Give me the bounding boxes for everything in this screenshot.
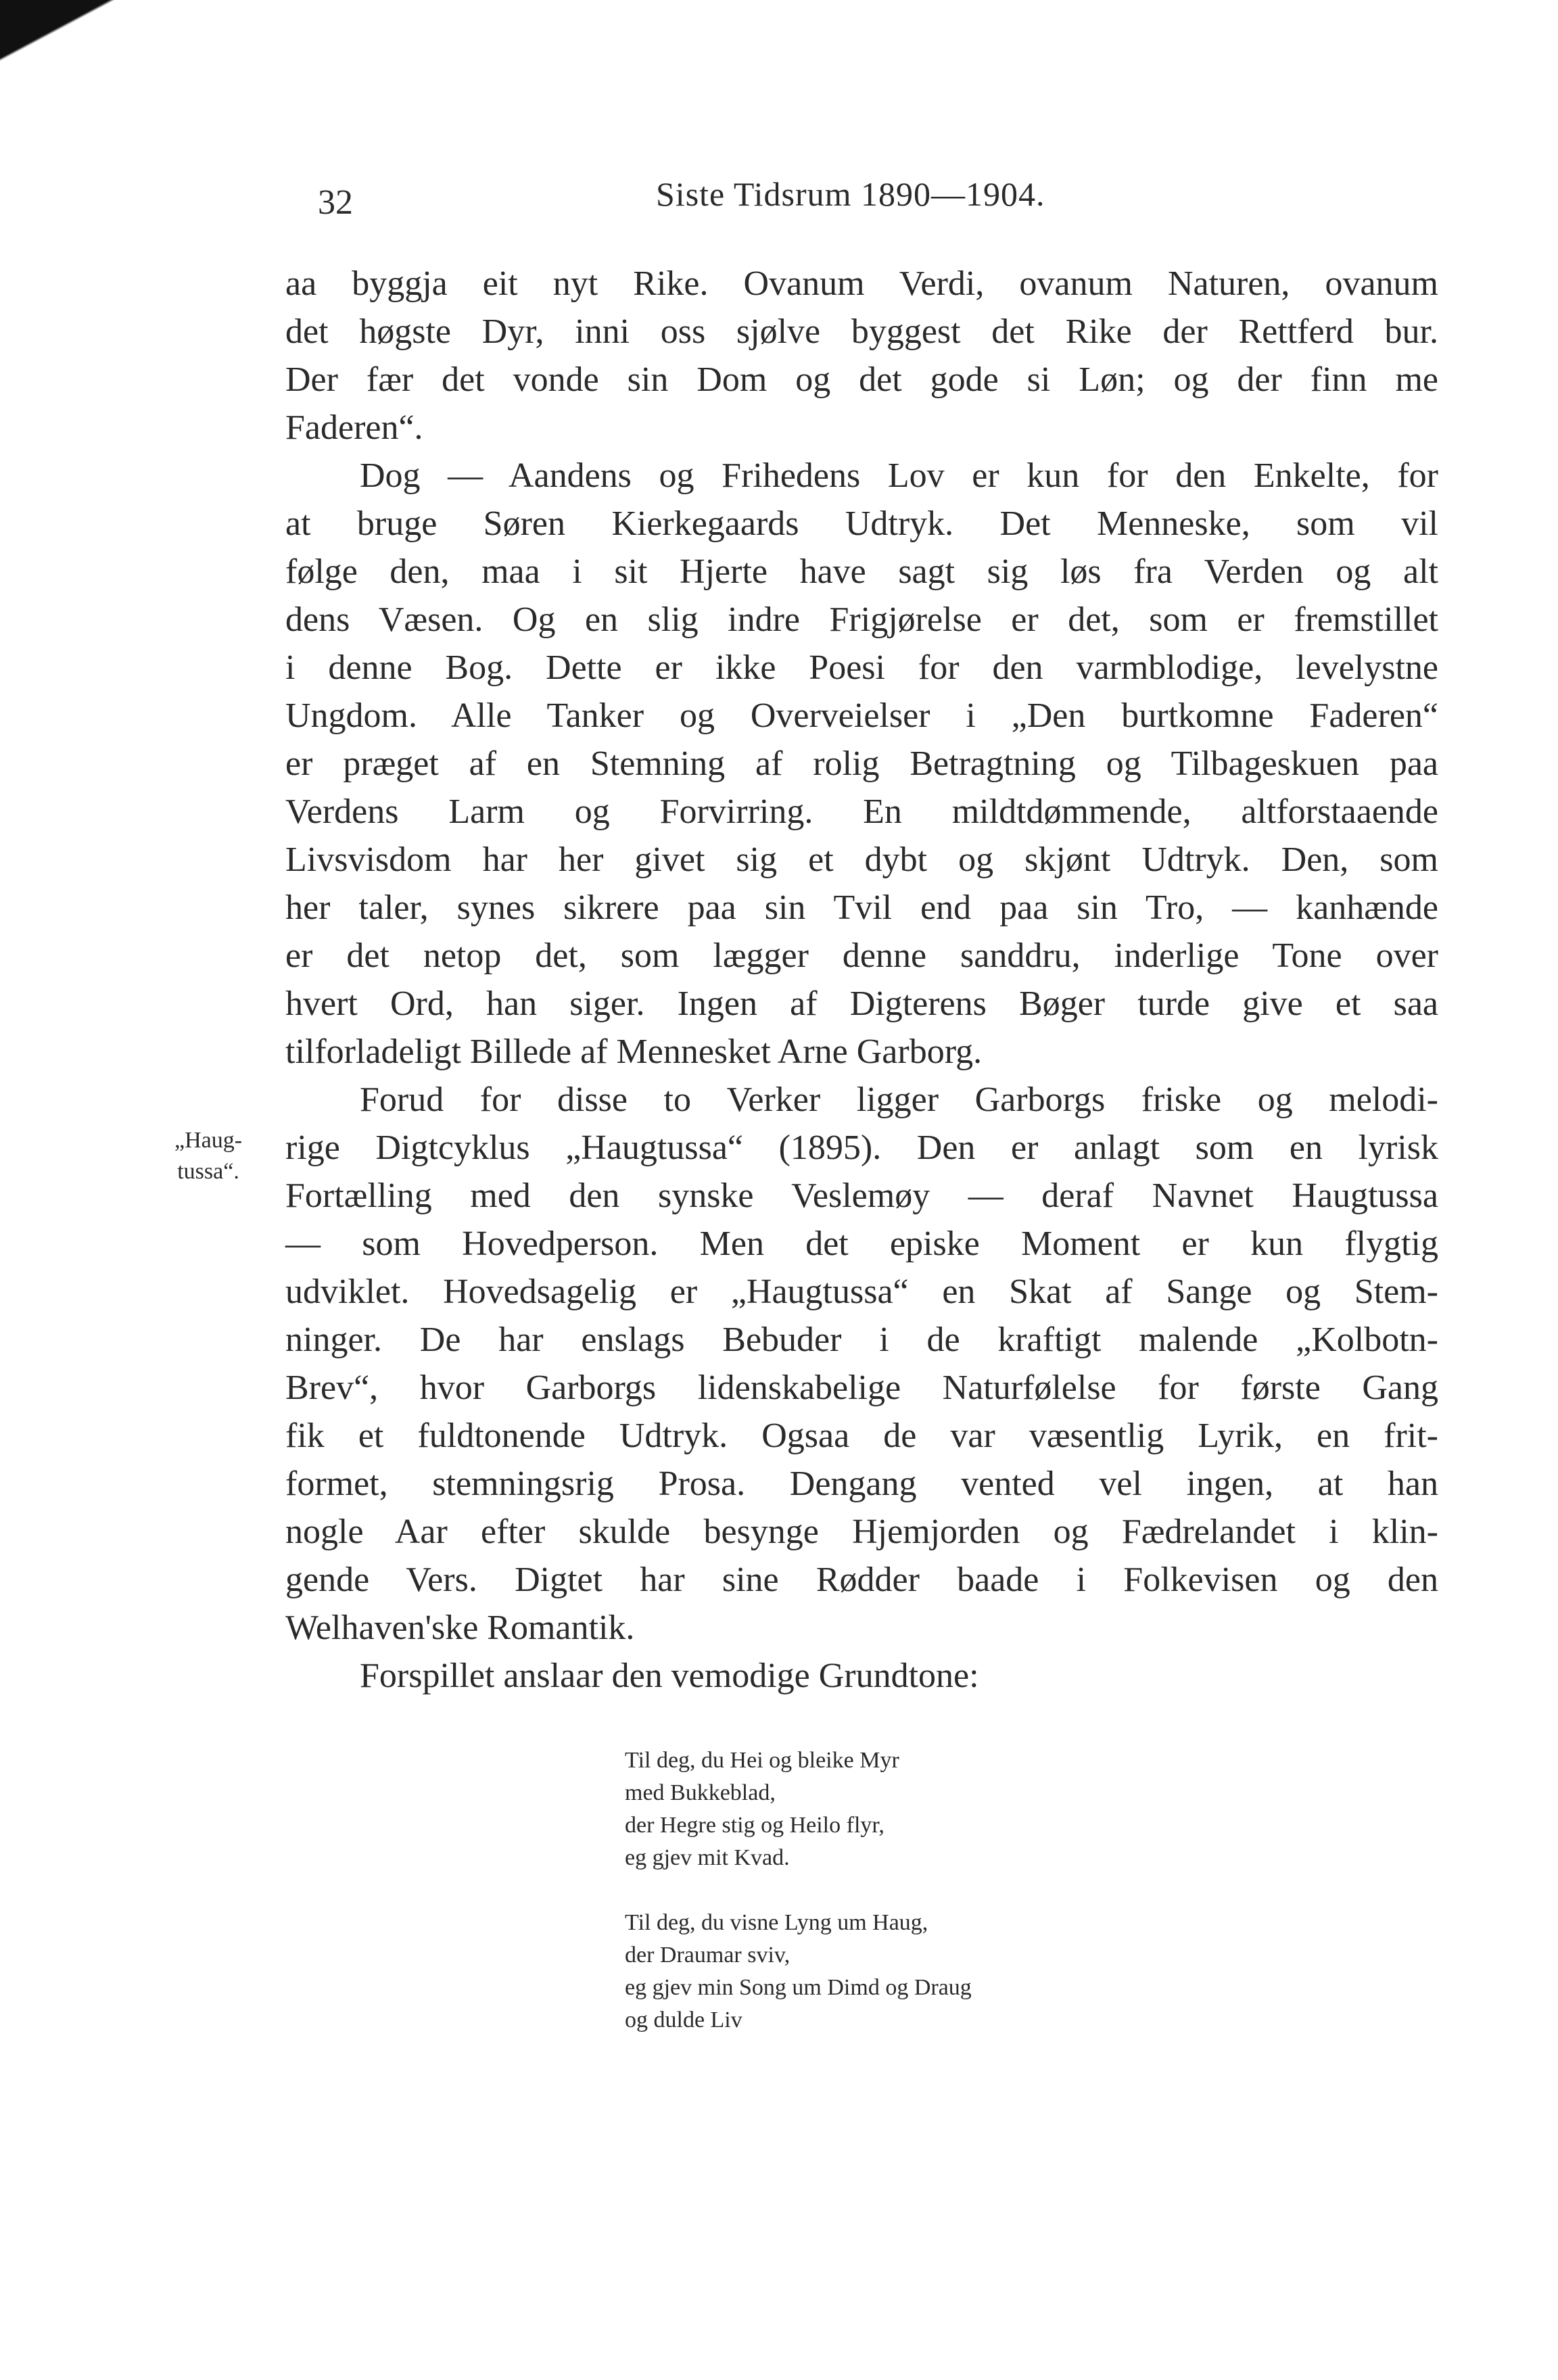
text-line: at bruge Søren Kierkegaards Udtryk. Det Menneske, som vil	[285, 504, 1438, 543]
poem-line: Til deg, du visne Lyng um Haug,	[625, 1910, 928, 1935]
poem-stanza	[625, 1744, 972, 1874]
poem-line: eg gjev min Song um Dimd og Draug	[625, 1975, 972, 2000]
text-line: gende Vers. Digtet har sine Rødder baade i Folkevisen og den	[285, 1561, 1438, 1599]
text-line: fik et fuldtonende Udtryk. Ogsaa de var væsentlig Lyrik, en frit-	[285, 1417, 1438, 1455]
text-line: er præget af en Stemning af rolig Betragtning og Tilbageskuen paa	[285, 744, 1438, 783]
text-line: Livsvisdom har her givet sig et dybt og skjønt Udtryk. Den, som	[285, 840, 1438, 879]
text-line: er det netop det, som lægger denne sanddru, inderlige Tone over	[285, 936, 1438, 975]
poem	[625, 1744, 972, 2069]
text-line: Faderen“.	[285, 408, 423, 447]
text-line: nogle Aar efter skulde besynge Hjemjorden og Fædrelandet i klin-	[285, 1513, 1438, 1551]
margin-note-line: tussa“.	[177, 1159, 239, 1184]
text-line: Fortælling med den synske Veslemøy — deraf Navnet Haugtussa	[285, 1176, 1438, 1215]
text-line: Welhaven'ske Romantik.	[285, 1609, 635, 1647]
text-line: Dog — Aandens og Frihedens Lov er kun for den Enkelte, for	[360, 456, 1438, 495]
body-text	[285, 260, 1438, 1700]
text-line: følge den, maa i sit Hjerte have sagt sig løs fra Verden og alt	[285, 552, 1438, 591]
text-line: dens Væsen. Og en slig indre Frigjørelse er det, som er fremstillet	[285, 600, 1438, 639]
text-line: her taler, synes sikrere paa sin Tvil end paa sin Tro, — kanhænde	[285, 888, 1438, 927]
text-line: tilforladeligt Billede af Mennesket Arne Garborg.	[285, 1032, 983, 1071]
text-line: Forud for disse to Verker ligger Garborgs friske og melodi-	[360, 1080, 1438, 1119]
running-title: Siste Tidsrum 1890—1904.	[656, 175, 1045, 213]
text-line: Verdens Larm og Forvirring. En mildtdømmende, altforstaaende	[285, 792, 1438, 831]
poem-stanza	[625, 1907, 972, 2037]
text-line: Der fær det vonde sin Dom og det gode si Løn; og der finn me	[285, 360, 1438, 399]
text-line: Brev“, hvor Garborgs lidenskabelige Naturfølelse for første Gang	[285, 1368, 1438, 1407]
poem-line: med Bukkeblad,	[625, 1780, 776, 1805]
text-line: aa byggja eit nyt Rike. Ovanum Verdi, ovanum Naturen, ovanum	[285, 264, 1438, 303]
text-line: Forspillet anslaar den vemodige Grundtone:	[360, 1657, 979, 1695]
poem-line: der Draumar sviv,	[625, 1943, 790, 1968]
text-line: ninger. De har enslags Bebuder i de kraftigt malende „Kolbotn-	[285, 1320, 1438, 1359]
poem-line: eg gjev mit Kvad.	[625, 1845, 790, 1870]
text-line: formet, stemningsrig Prosa. Dengang vented vel ingen, at han	[285, 1465, 1438, 1503]
poem-line: og dulde Liv	[625, 2007, 742, 2032]
poem-line: der Hegre stig og Heilo flyr,	[625, 1813, 884, 1838]
margin-note-line: „Haug-	[174, 1128, 243, 1153]
text-line: hvert Ord, han siger. Ingen af Digterens Bøger turde give et saa	[285, 984, 1438, 1023]
text-line: rige Digtcyklus „Haugtussa“ (1895). Den er anlagt som en lyrisk	[285, 1128, 1438, 1167]
text-line: det høgste Dyr, inni oss sjølve byggest det Rike der Rettferd bur.	[285, 312, 1438, 351]
page-number: 32	[318, 183, 353, 222]
text-line: — som Hovedperson. Men det episke Moment er kun flygtig	[285, 1224, 1438, 1263]
scan-corner-mark	[0, 0, 135, 81]
text-line: Ungdom. Alle Tanker og Overveielser i „Den burtkomne Faderen“	[285, 696, 1438, 735]
margin-note	[174, 1125, 242, 1187]
text-line: udviklet. Hovedsagelig er „Haugtussa“ en Skat af Sange og Stem-	[285, 1272, 1438, 1311]
poem-line: Til deg, du Hei og bleike Myr	[625, 1748, 899, 1773]
page-header	[0, 174, 1558, 229]
text-line: i denne Bog. Dette er ikke Poesi for den varmblodige, levelystne	[285, 648, 1438, 687]
